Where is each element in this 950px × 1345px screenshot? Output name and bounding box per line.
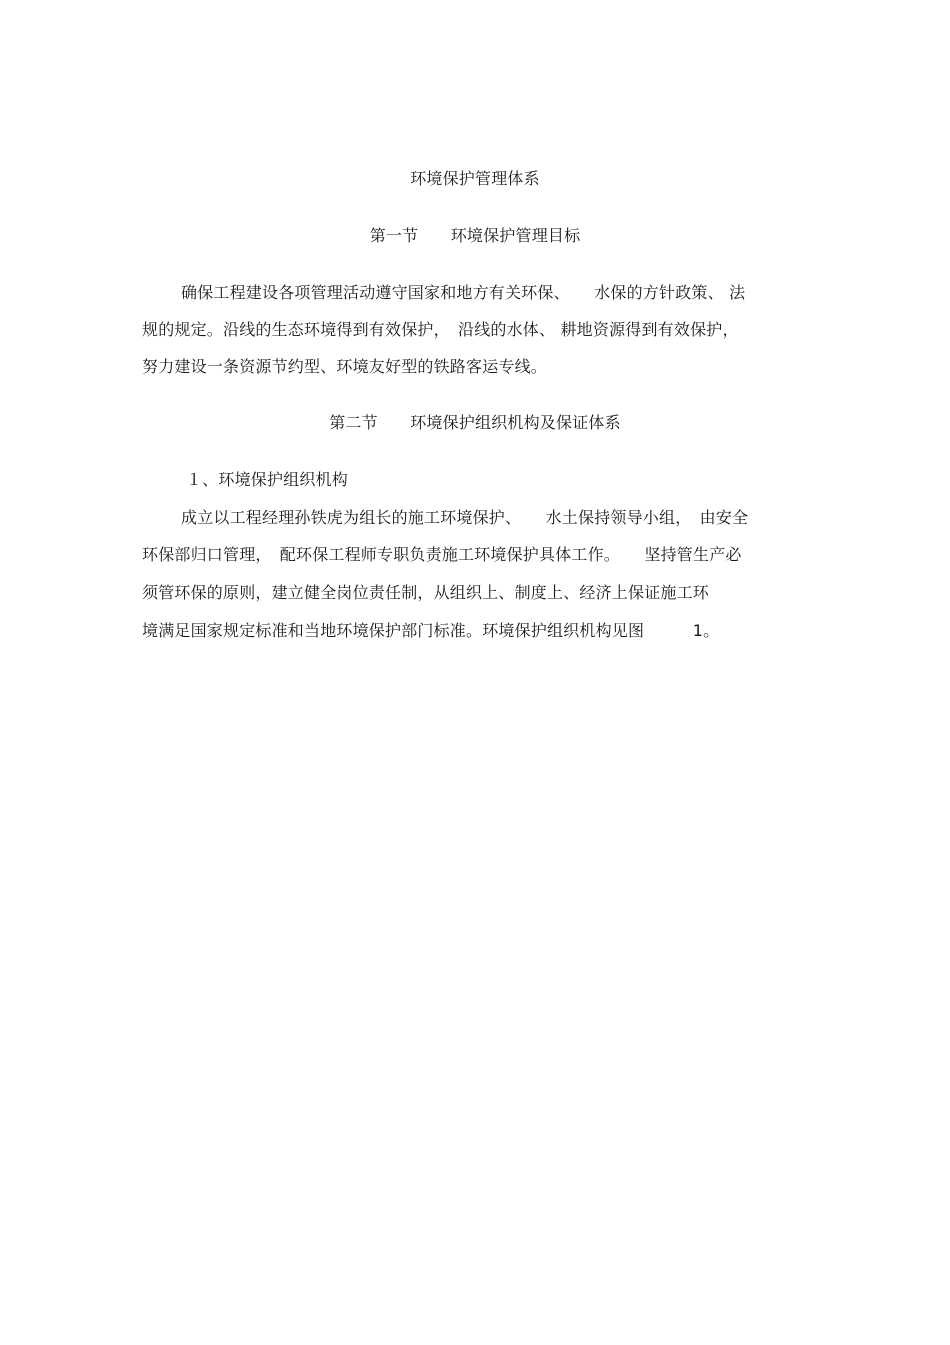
section-2-paragraph-line-1: 成立以工程经理孙铁虎为组长的施工环境保护、 水土保持领导小组， 由安全: [181, 508, 749, 527]
section-2-paragraph-line-3: 须管环保的原则，建立健全岗位责任制，从组织上、制度上、经济上保证施工环: [142, 583, 710, 602]
section-2-paragraph-line-2: 环保部归口管理， 配环保工程师专职负责施工环境保护具体工作。 坚持管生产必: [142, 545, 742, 564]
section-1-paragraph-line-1: 确保工程建设各项管理活动遵守国家和地方有关环保、 水保的方针政策、 法: [181, 283, 746, 302]
document-title: 环境保护管理体系: [410, 169, 540, 188]
section-1-paragraph-line-2: 规的规定。沿线的生态环境得到有效保护， 沿线的水体、 耕地资源得到有效保护，: [142, 320, 739, 339]
section-2-heading: 第二节 环境保护组织机构及保证体系: [329, 413, 621, 432]
section-1-paragraph-line-3: 努力建设一条资源节约型、环境友好型的铁路客运专线。: [142, 357, 548, 376]
section-2-subheading: １、环境保护组织机构: [186, 470, 349, 489]
section-2-paragraph-line-4: 境满足国家规定标准和当地环境保护部门标准。环境保护组织机构见图 1。: [142, 621, 720, 640]
section-1-heading: 第一节 环境保护管理目标: [369, 226, 581, 245]
